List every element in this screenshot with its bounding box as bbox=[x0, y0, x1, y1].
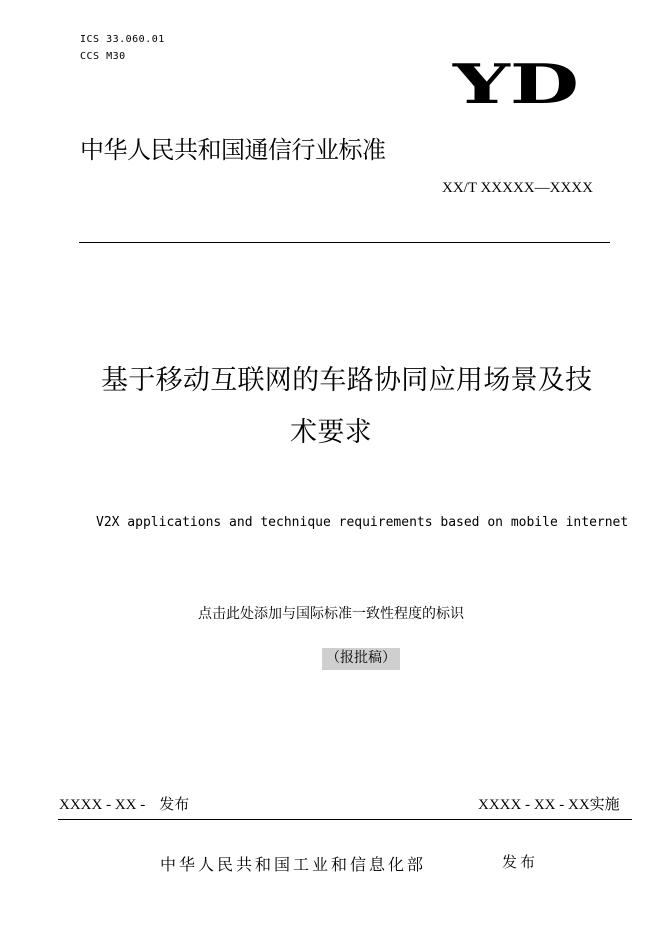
publish-date: XXXX - XX - bbox=[59, 797, 146, 813]
implement-date: XXXX - XX - XX bbox=[478, 797, 590, 813]
issuer: 中华人民共和国工业和信息化部 bbox=[160, 855, 427, 874]
implement-date-line bbox=[478, 793, 620, 814]
title-line-2: 术要求 bbox=[290, 417, 372, 448]
yd-logo-text: YD bbox=[452, 56, 579, 108]
publish-label: 发布 bbox=[159, 795, 190, 813]
implement-label: 实施 bbox=[589, 795, 620, 813]
yd-logo bbox=[452, 56, 580, 108]
draft-status-badge: （报批稿） bbox=[322, 648, 400, 670]
issuer-verb: 发布 bbox=[502, 853, 539, 871]
ccs-code: CCS M30 bbox=[80, 51, 126, 62]
publish-date-line bbox=[59, 793, 189, 814]
bottom-divider bbox=[58, 819, 632, 820]
standard-org: 中华人民共和国通信行业标准 bbox=[80, 136, 386, 164]
ics-code: ICS 33.060.01 bbox=[80, 34, 165, 45]
consistency-placeholder[interactable]: 点击此处添加与国际标准一致性程度的标识 bbox=[198, 607, 464, 622]
title-line-1: 基于移动互联网的车路协同应用场景及技 bbox=[101, 365, 593, 396]
top-divider bbox=[79, 242, 610, 243]
standard-number: XX/T XXXXX—XXXX bbox=[442, 180, 593, 196]
english-title: V2X applications and technique requirements based on mobile internet bbox=[96, 515, 629, 530]
